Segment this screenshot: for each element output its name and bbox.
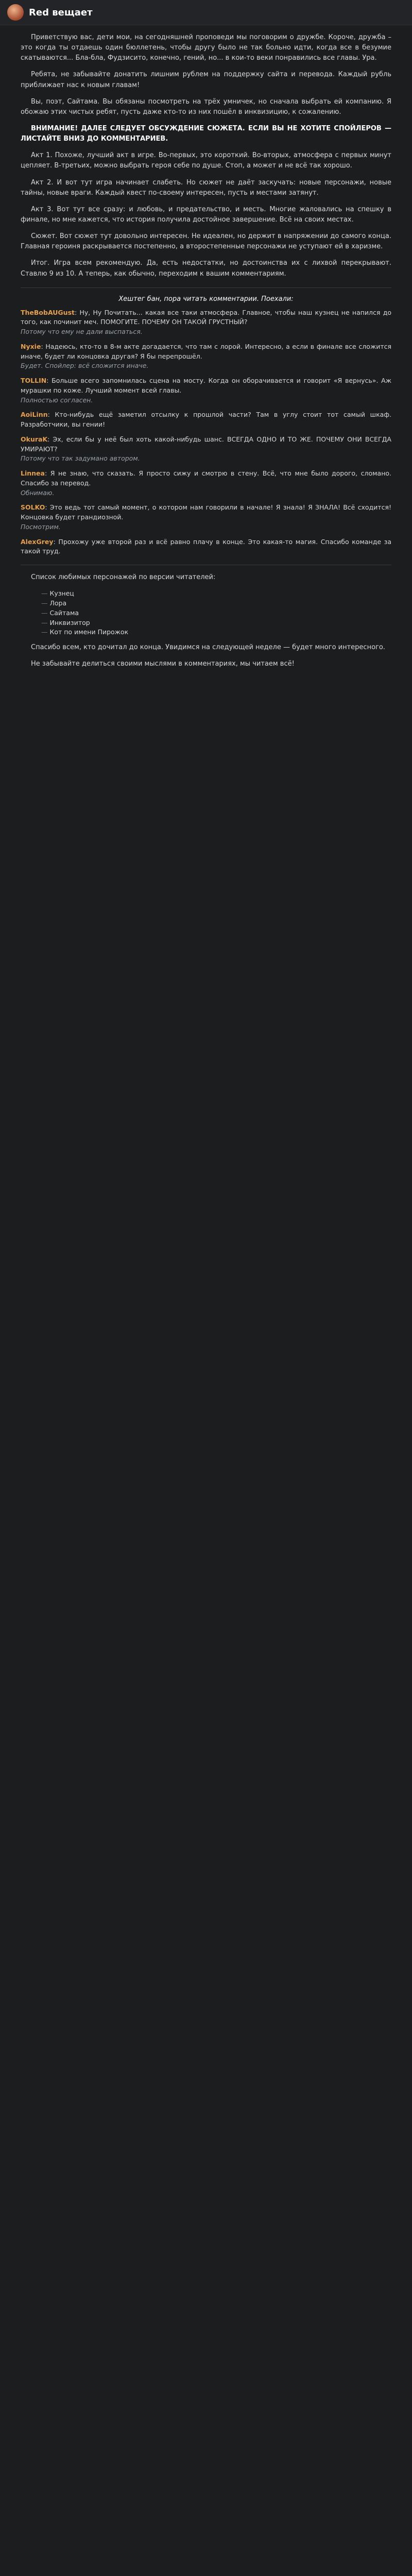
comment <box>21 308 391 337</box>
favorites-list <box>41 589 391 637</box>
post-paragraph: Акт 2. И вот тут игра начинает слабеть. Но сюжет не даёт заскучать: новые персонажи, новые тайны, новые враги. Каждый квест по-своему интересен, пусть и местами затянут. <box>21 178 391 197</box>
post-body <box>0 25 412 669</box>
comment <box>21 435 391 464</box>
post-paragraph: Сюжет. Вот сюжет тут довольно интересен. Не идеален, но держит в напряжении до самого конца. Главная героиня раскрывается постепенно, а второстепенные персонажи не уступают ей в харизме. <box>21 232 391 251</box>
comment-reply: Полностью согласен. <box>21 396 93 404</box>
comment <box>21 469 391 498</box>
comment <box>21 342 391 371</box>
section-divider <box>21 287 391 288</box>
post-paragraph: Акт 1. Похоже, лучший акт в игре. Во-первых, это короткий. Во-вторых, атмосфера с первых минут цепляет. В-третьих, можно выбрать героя себе по душе. Стоп, а может и не всё так хорошо. <box>21 151 391 170</box>
comment-author[interactable]: OkuraK <box>21 435 48 443</box>
comment-text: : Это ведь тот самый момент, о котором нам говорили в начале! Я знала! Я ЗНАЛА! Всё сходится! Концовка будет грандиозной. <box>21 503 391 521</box>
closing-paragraph: Спасибо всем, кто дочитал до конца. Увидимся на следующей неделе — будет много интересного. <box>31 643 385 652</box>
post-paragraph: Ребята, не забывайте донатить лишним рублем на поддержку сайта и перевода. Каждый рубль приближает нас к новым главам! <box>21 71 391 89</box>
comment-author[interactable]: TheBobAUGust <box>21 308 75 316</box>
channel-avatar[interactable] <box>7 4 24 21</box>
list-item: — Кузнец <box>41 589 391 599</box>
list-item: — Инквизитор <box>41 618 391 628</box>
comment <box>21 410 391 430</box>
comment-text: : Прохожу уже второй раз и всё равно плачу в конце. Это какая-то магия. Спасибо команде за такой труд. <box>21 537 391 555</box>
comment <box>21 503 391 532</box>
comment-text: : Надеюсь, кто-то в 8-м акте догадается, что там с лорой. Интересно, а если в финале все сложится иначе, будет ли концовка другая? Я бы перепрошёл. <box>21 342 391 360</box>
comment-text: : Кто-нибудь ещё заметил отсылку к прошлой части? Там в углу стоит тот самый шкаф. Разработчики, вы гении! <box>21 411 391 429</box>
channel-header <box>0 0 412 25</box>
comment <box>21 537 391 557</box>
closing-paragraph: Не забывайте делиться своими мыслями в комментариях, мы читаем всё! <box>31 660 295 668</box>
comment-author[interactable]: Nyxie <box>21 342 41 350</box>
list-item: — Сайтама <box>41 608 391 618</box>
comment-reply: Обнимаю. <box>21 488 55 497</box>
comment-text: : Я не знаю, что сказать. Я просто сижу и смотрю в стену. Всё, что мне было дорого, сломано. Спасибо за перевод. <box>21 469 391 487</box>
comment-reply: Будет. Спойлер: всё сложится иначе. <box>21 362 149 370</box>
comment-author[interactable]: AlexGrey <box>21 537 54 546</box>
comments-list <box>21 308 391 557</box>
comment-reply: Потому что ему не дали выспаться. <box>21 328 143 336</box>
comments-intro: Хештег бан, пора читать комментарии. Поехали: <box>118 295 294 303</box>
comment <box>21 376 391 405</box>
comment-reply: Потому что так задумано автором. <box>21 454 140 463</box>
channel-title: Red вещает <box>29 7 93 18</box>
comment-reply: Посмотрим. <box>21 522 61 531</box>
list-item: — Кот по имени Пирожок <box>41 628 391 637</box>
post-paragraph: Акт 3. Вот тут все сразу: и любовь, и предательство, и месть. Многие жаловались на спешку в финале, но мне кажется, что история получила достойное завершение. Всё на своих местах. <box>21 205 391 224</box>
comment-text: : Больше всего запомнилась сцена на мосту. Когда он оборачивается и говорит «Я вернусь». Аж мурашки по коже. Лучший момент всей главы. <box>21 377 391 394</box>
comment-author[interactable]: Linnea <box>21 469 45 478</box>
comment-author[interactable]: AoiLinn <box>21 411 48 419</box>
comment-author[interactable]: TOLLIN <box>21 377 47 385</box>
post-paragraph: Вы, поэт, Сайтама. Вы обязаны посмотреть на трёх умничек, но сначала выбрать ей компанию. Я обожаю этих чистых ребят, пусть даже кто-то из них пошёл в инквизицию, к сожалению. <box>21 97 391 116</box>
comment-text: : Ну, Ну Почитать... какая все таки атмосфера. Главное, чтобы наш кузнец не напился до того, как починит меч. ПОМОГИТЕ. ПОЧЕМУ ОН ТАКОЙ ГРУСТНЫЙ? <box>21 308 391 326</box>
post-paragraph: Итог. Игра всем рекомендую. Да, есть недостатки, но достоинства их с лихвой перекрывают. Ставлю 9 из 10. А теперь, как обычно, переходим к вашим комментариям. <box>21 259 391 278</box>
comment-author[interactable]: SOLKO <box>21 503 45 512</box>
comment-text: : Эх, если бы у неё был хоть какой-нибудь шанс. ВСЕГДА ОДНО И ТО ЖЕ. ПОЧЕМУ ОНИ ВСЕГДА УМИРАЮТ? <box>21 435 391 453</box>
list-item: — Лора <box>41 599 391 608</box>
post-paragraph: Приветствую вас, дети мои, на сегодняшней проповеди мы поговорим о дружбе. Короче, дружба – это когда ты отдаешь один бюллетень, чтобы другу было не так больно идти, когда все в безумие скатываются... Бла-бла, Фудзисито, конечно, гений, но... в кои-то веки понравились все главы. Ура. <box>21 33 391 62</box>
warning-text: ВНИМАНИЕ! ДАЛЕЕ СЛЕДУЕТ ОБСУЖДЕНИЕ СЮЖЕТА. ЕСЛИ ВЫ НЕ ХОТИТЕ СПОЙЛЕРОВ — ЛИСТАЙТЕ ВНИЗ ДО КОММЕНТАРИЕВ. <box>21 124 391 143</box>
list-intro: Список любимых персонажей по версии читателей: <box>31 573 216 582</box>
